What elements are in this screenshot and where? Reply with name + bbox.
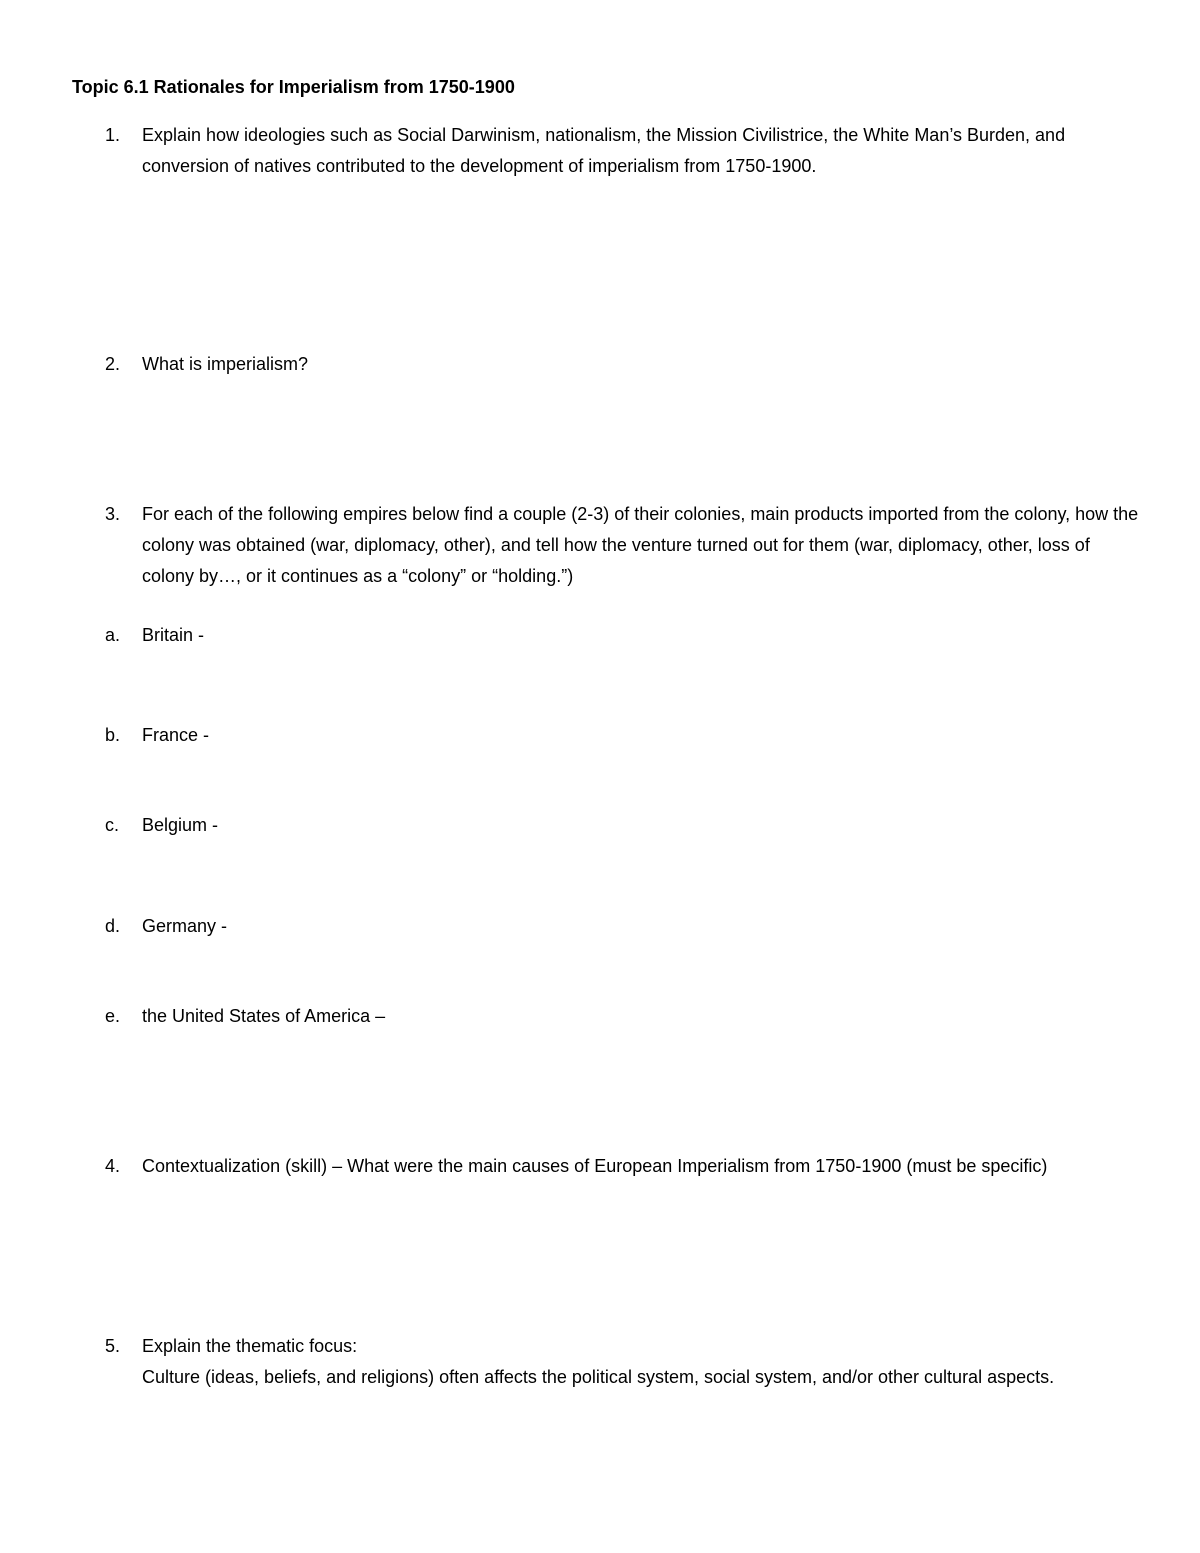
page-title: Topic 6.1 Rationales for Imperialism from 1750-1900 <box>72 77 515 97</box>
question-text: For each of the following empires below find a couple (2-3) of their colonies, main products imported from the colony, how the colony was obtained (war, diplomacy, other), and tell how the venture turned out for them (war, diplomacy, other, loss of colony by…, or it continues as a “colony” or “holding.”) <box>142 504 1139 586</box>
question-text: Contextualization (skill) – What were the main causes of European Imperialism from 1750-1900 (must be specific) <box>142 1156 1048 1176</box>
item-letter: c. <box>105 815 120 835</box>
question-3 <box>105 499 1145 592</box>
question-number: 3. <box>105 504 121 524</box>
item-letter: b. <box>105 725 121 745</box>
question-number: 1. <box>105 125 121 145</box>
empire-item-belgium <box>105 810 1145 841</box>
question-number: 5. <box>105 1336 121 1356</box>
item-label: France - <box>142 725 210 745</box>
question-number: 4. <box>105 1156 121 1176</box>
question-text: Explain the thematic focus: <box>142 1336 358 1356</box>
empire-item-germany <box>105 911 1145 942</box>
question-1 <box>105 120 1145 182</box>
item-label: Britain - <box>142 625 205 645</box>
question-text: What is imperialism? <box>142 354 309 374</box>
question-5 <box>105 1331 1145 1393</box>
item-letter: e. <box>105 1006 121 1026</box>
item-letter: a. <box>105 625 121 645</box>
empire-item-france <box>105 720 1145 751</box>
question-2 <box>105 349 1145 380</box>
question-text: Explain how ideologies such as Social Darwinism, nationalism, the Mission Civilistrice, the White Man’s Burden, and conversion of natives contributed to the development of imperialism from 1750-1900. <box>142 125 1066 176</box>
question-4 <box>105 1151 1145 1182</box>
thematic-focus-statement: Culture (ideas, beliefs, and religions) often affects the political system, social system, and/or other cultural aspects. <box>142 1367 1055 1387</box>
item-label: Germany - <box>142 916 228 936</box>
empire-item-usa <box>105 1001 1145 1032</box>
item-label: Belgium - <box>142 815 219 835</box>
item-label: the United States of America – <box>142 1006 386 1026</box>
empire-item-britain <box>105 620 1145 651</box>
item-letter: d. <box>105 916 121 936</box>
question-number: 2. <box>105 354 121 374</box>
